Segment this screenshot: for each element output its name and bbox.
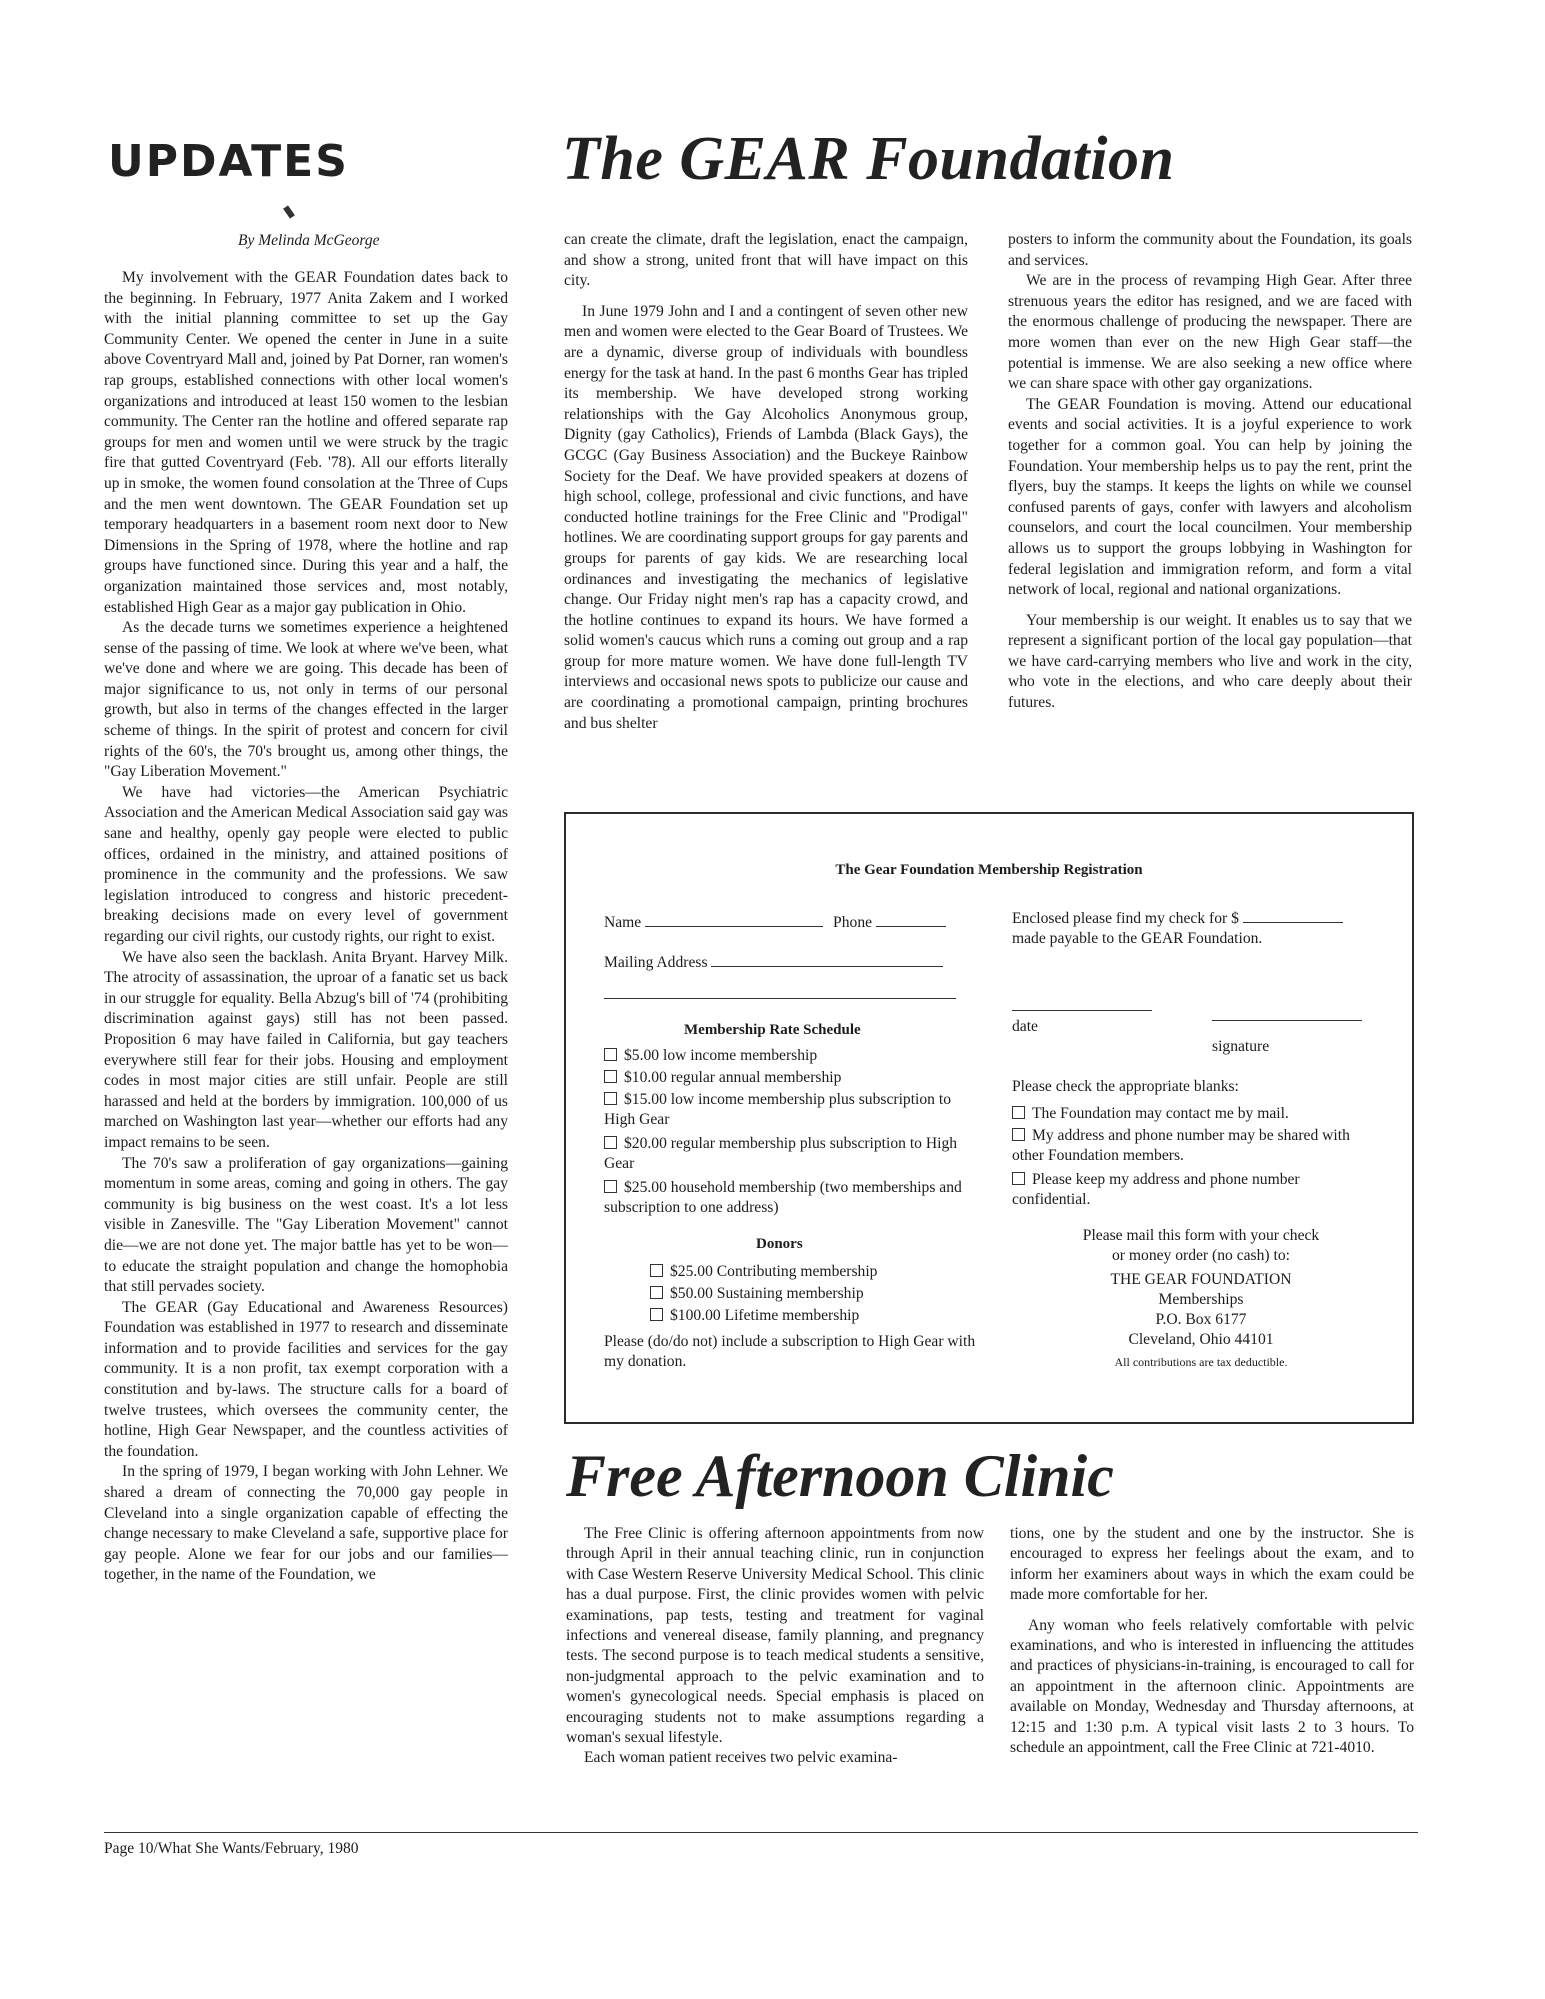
checkbox[interactable] [1012,1128,1025,1141]
org-city: Cleveland, Ohio 44101 [1128,1331,1274,1348]
paragraph: In the spring of 1979, I began working with John Lehner. We shared a dream of connecting the 70,000 gay people in Cleveland into a single organization capable of effecting the change necessary to make Cleveland a safe, supportive place for gay people. Alone we fear for our jobs and our families—together, in the name of the Foundation, we [104,1463,508,1584]
checkbox[interactable] [604,1048,617,1061]
checkbox[interactable] [604,1180,617,1193]
clinic-column-1 [566,1524,984,1769]
page-footer: Page 10/What She Wants/February, 1980 [104,1840,359,1857]
name-field[interactable] [604,914,946,932]
paragraph: We have had victories—the American Psychiatric Association and the American Medical Association said gay was sane and healthy, openly gay people were elected to public offices, ordained in the ministry, and attained positions of prominence in the community and the professions. We saw legislation introduced to congress and historic precedent-breaking decisions made on every level of government regarding our civil rights, our custody rights, our right to exist. [104,783,508,945]
mailing-address-label: Mailing Address [604,954,708,971]
checkbox[interactable] [1012,1106,1025,1119]
rate-option-25[interactable]: $25.00 household membership (two memberships and subscription to one address) [604,1179,962,1216]
check-amount-field[interactable] [1012,910,1343,928]
mail-instruction-line: Please mail this form with your check [1082,1227,1320,1244]
paragraph: My involvement with the GEAR Foundation dates back to the beginning. In February, 1977 Anita Zakem and I worked with the initial planning committee to set up the Gay Community Center. We opened the center in June in a suite above Coventryard Mall and, joined by Pat Dorner, ran women's rap groups, established connections with other local women's organizations and introduced at least 150 women to the lesbian community. The Center ran the hotline and offered separate rap groups for men and women until we were struck by the tragic fire that gutted Coventryard (Feb. '78). All our efforts literally up in smoke, the women found consolation at the Three of Cups and the men went downtown. The GEAR Foundation set up temporary headquarters in a basement room next door to New Dimensions in the Spring of 1978, where the hotline and rap groups have functioned since. During this year and a half, the organization maintained those services and, most notably, established High Gear as a major gay publication in Ohio. [104,269,508,616]
donor-option-lifetime[interactable]: $100.00 Lifetime membership [650,1306,859,1326]
paragraph: We have also seen the backlash. Anita Bryant. Harvey Milk. The atrocity of assassination, the uproar of a fanatic set us back in our struggle for equality. Bella Abzug's bill of '74 (prohibiting discrimination against gays) still has not been passed. Proposition 6 may have failed in California, but gay teachers everywhere still fear for their jobs. Housing and employment codes in most major cities are still unfair. People are still harassed and held at the borders by immigration. 100,000 of us marched on Washington last year—whether our efforts had any impact remains to be seen. [104,948,508,1151]
keep-confidential-option[interactable]: Please keep my address and phone number confidential. [1012,1171,1300,1208]
form-title: The Gear Foundation Membership Registration [835,862,1143,878]
clinic-column-2 [1010,1524,1414,1758]
paragraph: Each woman patient receives two pelvic examina- [584,1749,898,1767]
rate-option-20[interactable]: $20.00 regular membership plus subscription to High Gear [604,1135,958,1172]
decorative-mark [283,205,295,218]
gear-foundation-heading: The GEAR Foundation [562,125,1175,193]
date-line[interactable] [1012,1010,1152,1011]
paragraph: tions, one by the student and one by the instructor. She is encouraged to express her feelings about the exam, and to inform her examiners about ways in which the exam could be made more comfortable for her. [1010,1525,1414,1604]
article-column-3 [1008,230,1412,714]
phone-label: Phone [833,914,873,931]
mailing-instructions [986,1226,1416,1372]
rate-schedule-heading: Membership Rate Schedule [684,1022,861,1038]
footer-rule [104,1832,1418,1833]
paragraph: The GEAR (Gay Educational and Awareness Resources) Foundation was established in 1977 to research and disseminate information and to provide facilities and services for the gay community. It is a non profit, tax exempt corporation with a constitution and by-laws. The structure calls for a board of twelve trustees, which oversees the community center, the hotline, High Gear Newspaper, and the countless activities of the foundation. [104,1298,508,1460]
org-name: THE GEAR FOUNDATION [1110,1271,1292,1288]
checkbox[interactable] [604,1070,617,1083]
donors-heading: Donors [756,1236,803,1252]
contact-by-mail-option[interactable]: The Foundation may contact me by mail. [1012,1104,1376,1124]
paragraph: The Free Clinic is offering afternoon appointments from now through April in their annual teaching clinic, run in conjunction with Case Western Reserve University Medical School. This clinic has a dual purpose. First, the clinic provides women with pelvic examinations, pap tests, testing and treatment for vaginal infections and venereal disease, family planning, and pregnancy tests. The second purpose is to teach medical students a sensitive, non-judgmental approach to the pelvic examination and to women's gynecological needs. Special emphasis is placed on encouraging students not to make assumptions regarding a woman's sexual lifestyle. [566,1525,984,1747]
updates-heading: UPDATES [108,136,349,187]
checkbox[interactable] [650,1308,663,1321]
checkbox[interactable] [604,1092,617,1105]
checkbox[interactable] [1012,1172,1025,1185]
signature-label: signature [1212,1038,1270,1055]
checkbox[interactable] [650,1264,663,1277]
rate-option-15[interactable]: $15.00 low income membership plus subscription to High Gear [604,1091,952,1128]
donor-option-contributing[interactable]: $25.00 Contributing membership [650,1262,877,1282]
name-blank[interactable] [645,926,823,927]
checkbox[interactable] [604,1136,617,1149]
paragraph: can create the climate, draft the legislation, enact the campaign, and show a strong, united front that will have impact on this city. [564,231,968,290]
org-department: Memberships [1158,1291,1244,1308]
mailing-address-field[interactable] [604,954,943,972]
mail-instruction-line: or money order (no cash) to: [1112,1247,1290,1264]
tax-note: All contributions are tax deductible. [1114,1355,1288,1369]
paragraph: In June 1979 John and I and a contingent of seven other new men and women were elected to the Gear Board of Trustees. We are a dynamic, diverse group of individuals with boundless energy for the task at hand. In the past 6 months Gear has tripled its membership. We have developed strong working relationships with the Gay Alcoholics Anonymous group, Dignity (gay Catholics), Friends of Lambda (Black Gays), the GCGC (Gay Business Association) and the Buckeye Rainbow Society for the Deaf. We have provided speakers at dozens of high school, college, professional and civic functions, and have conducted hotline trainings for the Free Clinic and "Prodigal" hotlines. We are coordinating support groups for gay parents and groups for parents of gay kids. We are researching local ordinances and investigating the mechanics of legislative change. Our Friday night men's rap has a capacity crowd, and the hotline continues to expand its hours. We have formed a solid women's caucus which runs a coming out group and a rap group for more mature women. We have done full-length TV interviews and occasional news spots to publicize our cause and are coordinating a promotional campaign, printing brochures and bus shelter [564,302,968,732]
rate-option-5[interactable]: $5.00 low income membership [604,1046,976,1066]
paragraph: The 70's saw a proliferation of gay organizations—gaining momentum in some areas, coming and going in others. The gay community is big business on the west coast. It's a lot less visible in Zanesville. The "Gay Liberation Movement" cannot die—we are not done yet. The major battle has yet to be won—to educate the straight population and change the homophobia that still pervades society. [104,1154,508,1296]
donation-note: Please (do/do not) include a subscription to High Gear with my donation. [604,1333,976,1370]
byline: By Melinda McGeorge [238,232,380,249]
article-column-1 [104,268,508,1586]
phone-blank[interactable] [876,926,946,927]
membership-registration-form [564,812,1414,1424]
name-label: Name [604,914,642,931]
paragraph: Any woman who feels relatively comfortable with pelvic examinations, and who is interested in influencing the attitudes and practices of physicians-in-training, is encouraged to call for an appointment in the afternoon clinic. Appointments are available on Monday, Wednesday and Thursday afternoons, at 12:15 and 1:30 p.m. A typical visit lasts 2 to 3 hours. To schedule an appointment, call the Free Clinic at 721-4010. [1010,1616,1414,1757]
free-clinic-heading: Free Afternoon Clinic [566,1443,1114,1509]
share-address-option[interactable]: My address and phone number may be shared with other Foundation members. [1012,1127,1350,1164]
check-payable-note: made payable to the GEAR Foundation. [1012,930,1263,947]
mailing-address-blank[interactable] [711,966,943,967]
blanks-heading: Please check the appropriate blanks: [1012,1078,1239,1095]
donor-option-sustaining[interactable]: $50.00 Sustaining membership [650,1284,864,1304]
article-column-2 [564,230,968,734]
paragraph: The GEAR Foundation is moving. Attend our educational events and social activities. It is a joyful experience to work together for a common goal. You can help by joining the Foundation. Your membership helps us to pay the rent, print the flyers, buy the stamps. It keeps the lights on while we counsel confused parents of gays, confer with lawyers and alcoholism counselors, and court the local councilmen. Your membership allows us to support the groups lobbying in Washington for federal legislation and immigration reform, and form a vital network of local, regional and national organizations. [1008,395,1412,599]
org-pobox: P.O. Box 6177 [1155,1311,1247,1328]
check-amount-blank[interactable] [1243,922,1343,923]
paragraph: As the decade turns we sometimes experience a heightened sense of the passing of time. We look at where we've been, what we've done and where we are going. This decade has been of major significance to us, not only in terms of our personal growth, but also in terms of the changes effected in the larger scheme of things. In the spirit of protest and concern for civil rights of the 60's, the 70's brought us, among other things, the "Gay Liberation Movement." [104,619,508,781]
paragraph: Your membership is our weight. It enables us to say that we represent a significant portion of the local gay population—that we have card-carrying members who live and work in the city, who vote in the elections, and who care deeply about their futures. [1008,611,1412,712]
signature-line[interactable] [1212,1020,1362,1021]
paragraph: We are in the process of revamping High Gear. After three strenuous years the editor has resigned, and we are faced with the enormous challenge of producing the newspaper. There are more women than ever on the new High Gear staff—the potential is immense. We are also seeking a new office where we can share space with other gay organizations. [1008,272,1412,393]
check-line-label: Enclosed please find my check for $ [1012,910,1239,927]
address-second-line[interactable] [604,998,956,999]
paragraph: posters to inform the community about the Foundation, its goals and services. [1008,231,1412,269]
date-label: date [1012,1018,1038,1035]
rate-option-10[interactable]: $10.00 regular annual membership [604,1068,976,1088]
checkbox[interactable] [650,1286,663,1299]
